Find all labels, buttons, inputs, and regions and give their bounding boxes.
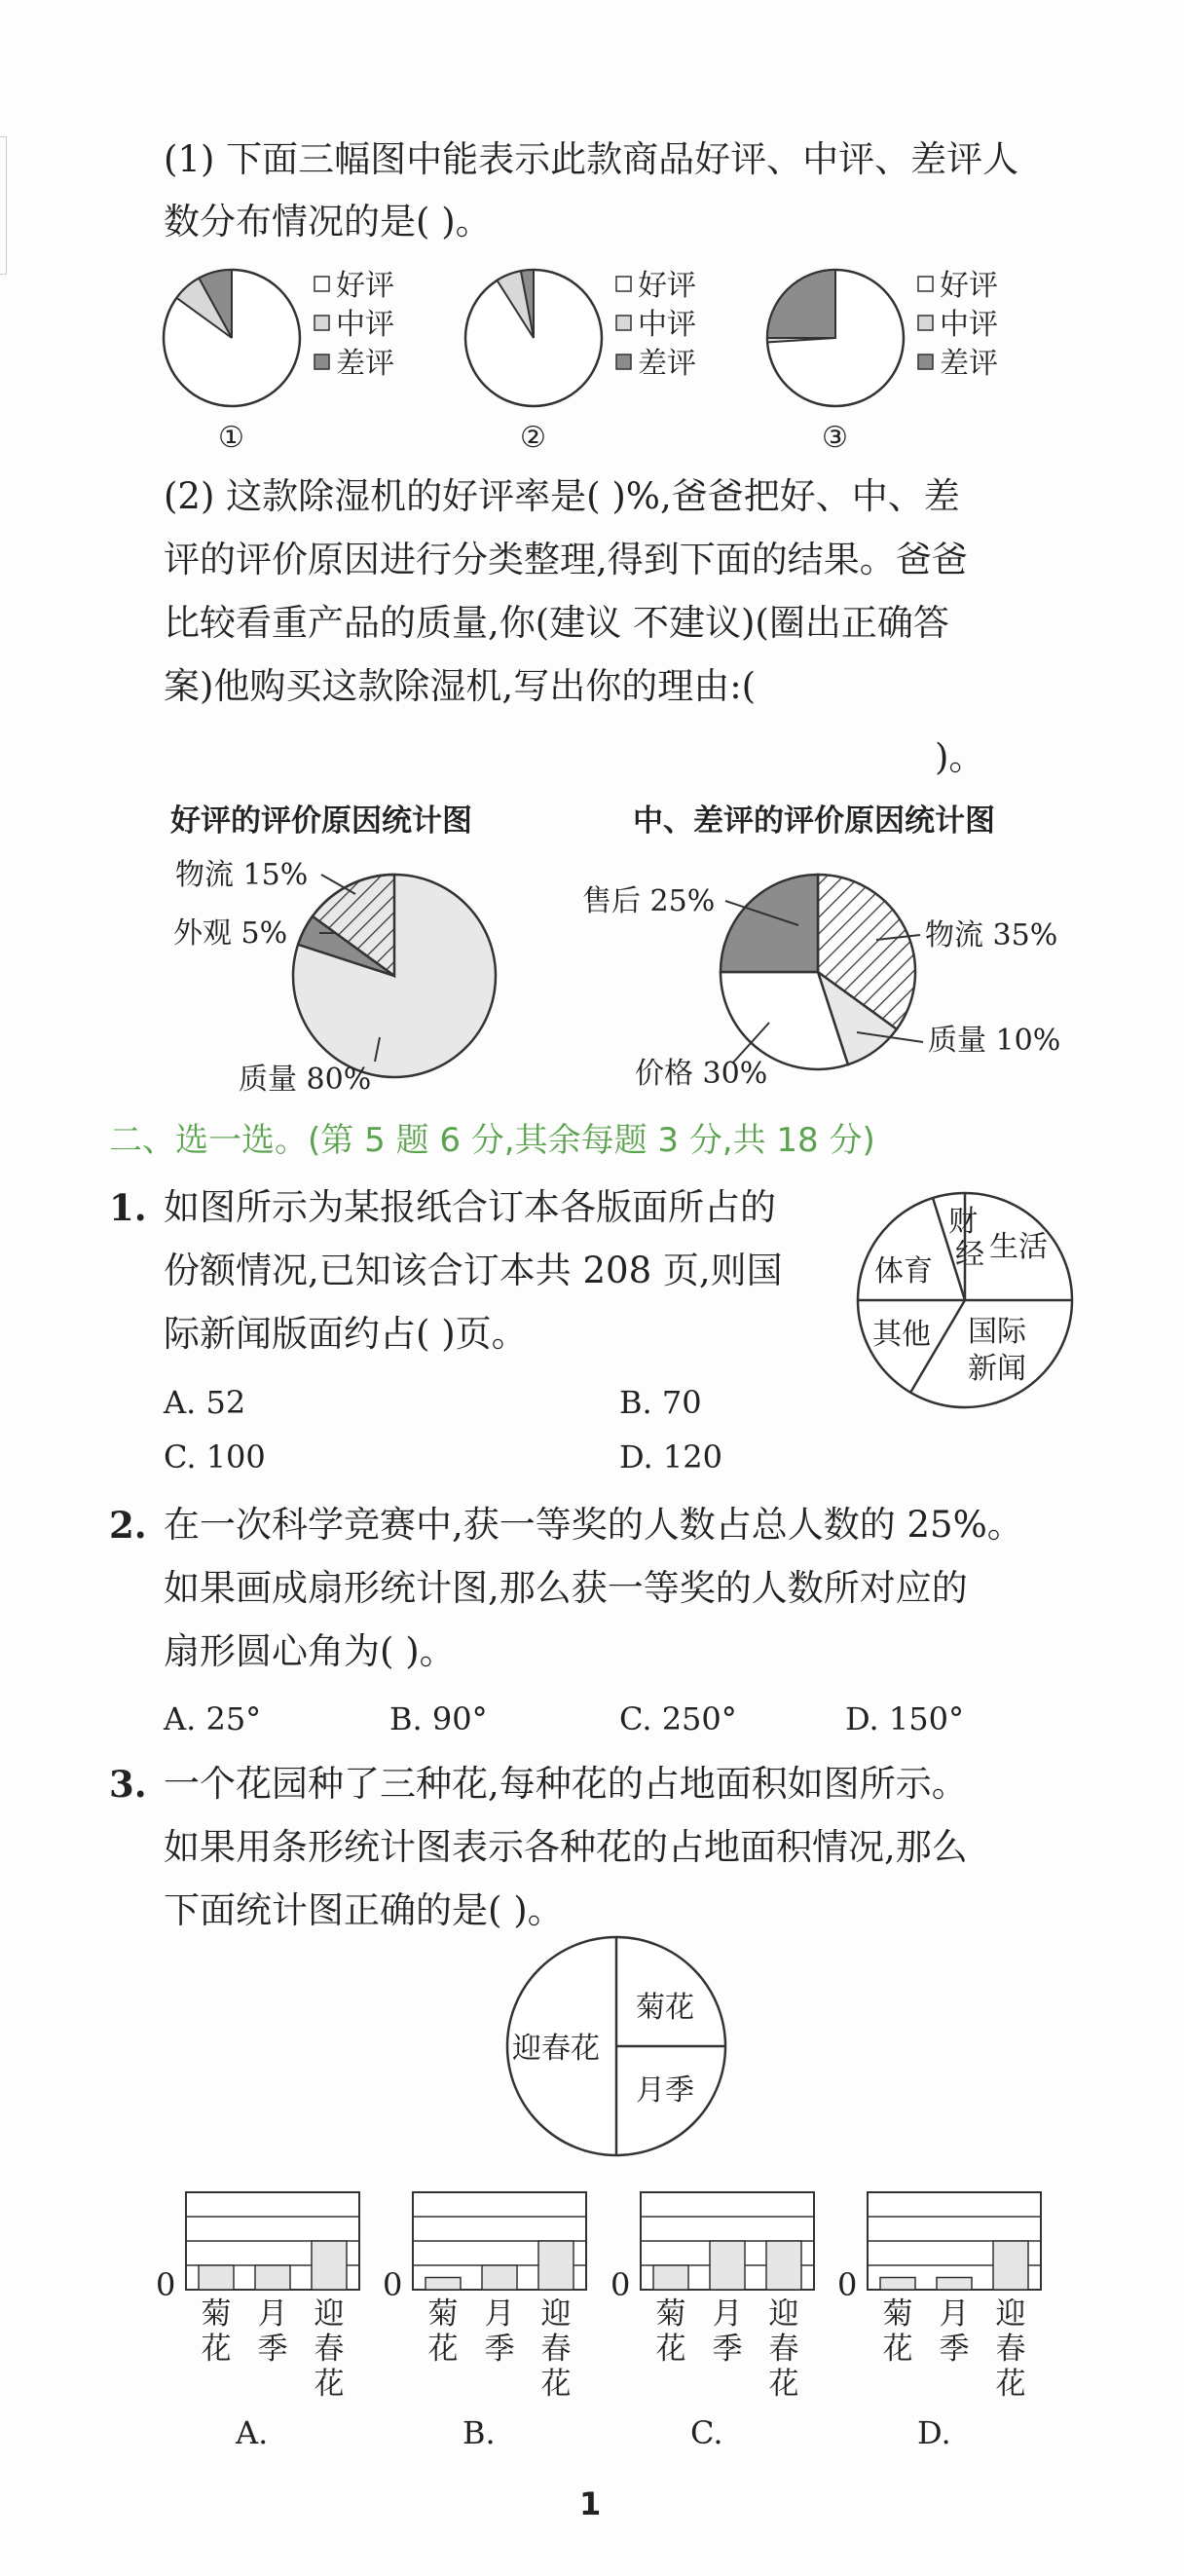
q2-text-line3: 比较看重产品的质量,你(建议 不建议)(圈出正确答 (164, 602, 949, 644)
bar-chart-option-2[interactable] (412, 2191, 587, 2291)
legend-label: 中评 (940, 308, 998, 342)
legend-label: 好评 (638, 269, 696, 303)
slice-aftersales (721, 875, 818, 972)
bar-category-label: 菊花 (201, 2296, 232, 2367)
question-1-option-d[interactable]: D. 120 (619, 1438, 722, 1475)
question-1-line1: 如图所示为某报纸合订本各版面所占的 (164, 1186, 776, 1228)
question-2-number: 2. (109, 1504, 147, 1547)
pie-label-life: 生活 (989, 1230, 1048, 1264)
good-chart-title: 好评的评价原因统计图 (170, 803, 472, 839)
pie-label-yueji: 月季 (636, 2073, 694, 2108)
question-1-option-b[interactable]: B. 70 (619, 1384, 702, 1421)
bad-reasons-pie (582, 875, 1060, 1091)
flower-pie-chart (504, 1934, 738, 2168)
bar-option-letter[interactable]: B. (462, 2414, 496, 2451)
question-1-line3: 际新闻版面约占( )页。 (164, 1313, 528, 1355)
bar (482, 2265, 517, 2290)
bar-option-letter[interactable]: C. (690, 2414, 723, 2451)
q2-text-line4: 案)他购买这款除湿机,写出你的理由:( (164, 665, 757, 707)
bad-chart-label: 质量 10% (928, 1024, 1061, 1058)
question-3-line3: 下面统计图正确的是( )。 (164, 1889, 564, 1931)
legend-label: 中评 (638, 308, 696, 342)
q1-text-line1: (1) 下面三幅图中能表示此款商品好评、中评、差评人 (164, 138, 1019, 180)
bar-category-label: 菊花 (655, 2296, 686, 2367)
pie-option-number: ② (520, 421, 546, 455)
bar (880, 2278, 915, 2291)
bar-category-label: 月季 (712, 2296, 743, 2367)
question-2-option-a[interactable]: A. 25° (164, 1700, 262, 1737)
page-number: 1 (579, 2485, 602, 2522)
bar-category-label: 迎春花 (995, 2296, 1026, 2402)
pie-label-juhua: 菊花 (636, 1991, 694, 2025)
q2-text-line1: (2) 这款除湿机的好评率是( )%,爸爸把好、中、差 (164, 475, 960, 517)
legend-label: 差评 (940, 347, 998, 381)
bar (312, 2241, 347, 2290)
q2-text-line5: )。 (935, 736, 985, 778)
pie-label-intl-1: 国际 (968, 1315, 1026, 1349)
pie-label-other: 其他 (872, 1318, 931, 1352)
bar (255, 2265, 290, 2290)
axis-zero: 0 (156, 2266, 176, 2303)
question-2-option-c[interactable]: C. 250° (619, 1700, 737, 1737)
pie-label-intl-2: 新闻 (968, 1352, 1026, 1386)
bar (710, 2241, 745, 2290)
question-3-line2: 如果用条形统计图表示各种花的占地面积情况,那么 (164, 1826, 968, 1868)
legend-label: 差评 (336, 347, 394, 381)
pie-label-sports: 体育 (874, 1254, 933, 1288)
legend-label: 中评 (336, 308, 394, 342)
bar-chart-option-3[interactable] (640, 2191, 815, 2291)
question-1-number: 1. (109, 1186, 147, 1229)
bar (766, 2241, 801, 2290)
legend-label: 好评 (336, 269, 394, 303)
bad-chart-label: 售后 25% (582, 884, 716, 918)
axis-zero: 0 (610, 2266, 631, 2303)
question-3-line1: 一个花园种了三种花,每种花的占地面积如图所示。 (164, 1763, 968, 1805)
question-2-line3: 扇形圆心角为( )。 (164, 1630, 456, 1672)
axis-zero: 0 (837, 2266, 858, 2303)
bar-chart-option-1[interactable] (185, 2191, 360, 2291)
bar (993, 2241, 1028, 2290)
bar (653, 2265, 688, 2290)
question-1-option-a[interactable]: A. 52 (164, 1384, 246, 1421)
bad-chart-label: 价格 30% (635, 1057, 768, 1091)
bar-category-label: 菊花 (427, 2296, 459, 2367)
bad-chart-label: 物流 35% (925, 918, 1058, 952)
question-2-line2: 如果画成扇形统计图,那么获一等奖的人数所对应的 (164, 1567, 968, 1609)
bar (199, 2265, 234, 2290)
bar-option-letter[interactable]: A. (236, 2414, 269, 2451)
question-2-option-b[interactable]: B. 90° (389, 1700, 488, 1737)
question-2-option-d[interactable]: D. 150° (845, 1700, 964, 1737)
pie-label-yingchun: 迎春花 (512, 2032, 600, 2066)
bar-category-label: 迎春花 (768, 2296, 799, 2402)
q1-text-line2: 数分布情况的是( )。 (164, 201, 492, 243)
legend-label: 好评 (940, 269, 998, 303)
bar-category-label: 月季 (257, 2296, 288, 2367)
pie-option-number: ① (218, 421, 244, 455)
bar (426, 2278, 461, 2291)
bar-category-label: 月季 (939, 2296, 970, 2367)
section2-heading: 二、选一选。(第 5 题 6 分,其余每题 3 分,共 18 分) (109, 1121, 875, 1160)
pie-option-number: ③ (822, 421, 848, 455)
bar-category-label: 月季 (484, 2296, 515, 2367)
q2-text-line2: 评的评价原因进行分类整理,得到下面的结果。爸爸 (164, 539, 968, 580)
pie-label-finance-2: 经 (955, 1238, 984, 1272)
question-1-line2: 份额情况,已知该合订本共 208 页,则国 (164, 1250, 783, 1291)
bar (937, 2278, 972, 2291)
good-chart-label: 质量 80% (239, 1063, 372, 1097)
bad-chart-title: 中、差评的评价原因统计图 (633, 803, 995, 839)
question-3-number: 3. (109, 1763, 147, 1806)
bar-category-label: 迎春花 (540, 2296, 572, 2402)
newspaper-pie-chart (853, 1188, 1077, 1412)
good-chart-label: 外观 5% (173, 916, 288, 951)
question-2-line1: 在一次科学竞赛中,获一等奖的人数占总人数的 25%。 (164, 1504, 1023, 1546)
good-chart-label: 物流 15% (175, 858, 309, 892)
bar-category-label: 迎春花 (314, 2296, 345, 2402)
legend-label: 差评 (638, 347, 696, 381)
bar-chart-option-4[interactable] (867, 2191, 1042, 2291)
pie-label-finance-1: 财 (948, 1205, 978, 1239)
reason-pie-charts (0, 0, 1184, 1110)
bar-option-letter[interactable]: D. (917, 2414, 951, 2451)
axis-zero: 0 (383, 2266, 403, 2303)
question-1-option-c[interactable]: C. 100 (164, 1438, 266, 1475)
bar (538, 2241, 574, 2290)
bar-category-label: 菊花 (882, 2296, 913, 2367)
good-reasons-pie (173, 858, 496, 1097)
